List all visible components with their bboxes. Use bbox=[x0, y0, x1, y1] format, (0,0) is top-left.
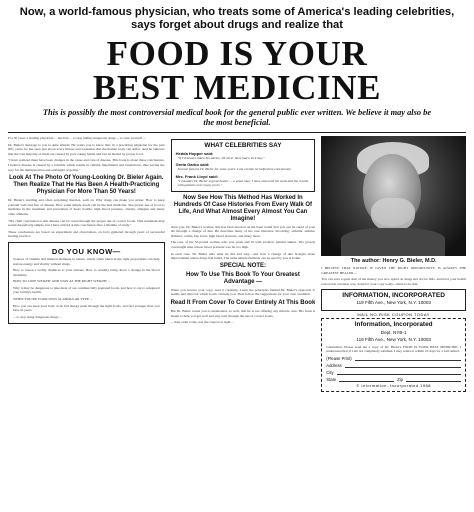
name-field[interactable]: (Please Print) bbox=[326, 356, 461, 361]
subheadline: This is possibly the most controversial medical book for the general public ever written. We believe it may also be the most beneficial. bbox=[42, 108, 432, 127]
body-filler: Sources of vitamin and mineral elements in nature, which when taken in the right proportions can help restore energy and vitality without drugs. bbox=[13, 256, 160, 266]
intro-text: For 50 years a leading physician ... has had ... to stop taking dangerous drugs ... to cure yourself ... bbox=[8, 136, 146, 140]
coupon-address: 119 Fifth Ave., New York, N.Y. 10003 bbox=[356, 337, 431, 343]
body-filler: Dr. Bieler's message to you is quite simple: He wants you to know that, in a practicing physician for the past fifty years, he has seen just about every illness and weakness that the human body can suffer. And he believes that the vast majority of them are caused by poor eating habits and can be healed by proper food. bbox=[8, 142, 165, 156]
company-name: INFORMATION, INCORPORATED bbox=[342, 292, 445, 300]
celebrity-name: Hedda Hopper said: bbox=[175, 151, 214, 156]
body-filler: How to fasten a bodily chemical to your arteries. How to actually bring about a change in the blood chemistry. bbox=[13, 268, 160, 277]
headline-line-1: FOOD IS YOUR bbox=[106, 34, 368, 73]
look-heading: Look At The Photo Of Young-Looking Dr. Bieler Again. Then Realize That He Has Been A Health-Practicing Physician For More Than 50 Years! bbox=[9, 175, 164, 196]
do-you-know-heading: DO YOU KNOW— bbox=[51, 246, 121, 256]
copyright-note: © Information, Incorporated 1968 bbox=[356, 382, 432, 388]
end-text: ... then order today, use the coupon at right ... bbox=[170, 320, 234, 325]
body-filler: Dr. Bieler's startling and often surprising theories, such as: Why drugs can make you sicker. How to keep yourself well and free of disease. How some simple foods can be the best medicine. The proper use of food as medicine in the treatment and prevention of heart trouble, high blood pressure, obesity, allergies and many other ailments. bbox=[8, 198, 165, 216]
coupon-dept: Dept. NYB-1 bbox=[380, 329, 407, 335]
info-box bbox=[321, 289, 466, 310]
body-filler: In each case, Dr. Bieler tells what he did and why—and how a change of diet brought about improvement where drugs had failed. The same simple methods can be used by you at home. bbox=[170, 251, 316, 261]
coupon-heading: Information, Incorporated bbox=[354, 320, 433, 328]
kicker-text: Now, a world-famous physician, who treats some of America's leading celebrities, says forget about drugs and realize that bbox=[19, 6, 455, 31]
body-filler: "I have realized there have been changes in the cause and cure of disease. This book is about these conclusions. I believe disease is caused by a toxemia which results in cellular impairment and breakdown, thus paving the way for the multiplication and onslaught of germs." bbox=[8, 158, 165, 172]
body-filler: These conclusions are based on experiment and observation, on facts gathered through years of successful healing practice. bbox=[8, 229, 165, 239]
read-heading: Read It From Cover To Cover Entirely At This Book bbox=[170, 299, 316, 306]
body-filler: The case of the 55-pound woman who was weak and ill with swollen, painful ankles. The grossly overweight man whose blood pressure was far too high. bbox=[170, 240, 316, 249]
do-you-know-box bbox=[8, 242, 165, 325]
coupon-text: Gentlemen: Please send me a copy of Dr. Bieler's FOOD IS YOUR BEST MEDICINE. I understand that if I am not completely satisfied, I may return it within 10 days for a full refund. bbox=[326, 344, 461, 354]
celebrity-quote: "I consider Dr. Bieler a great healer — a great man. I have observed his work and the results with patients over many years." bbox=[177, 178, 309, 188]
divider bbox=[8, 132, 466, 133]
celebrities-heading: WHAT CELEBRITIES SAY bbox=[204, 142, 282, 149]
state-zip-field[interactable]: State Zip bbox=[326, 377, 461, 382]
body-filler: You can save a great deal of the money you now spend on drugs and doctor bills, and have your health restored in a natural way. Send for your copy today—there is no risk. bbox=[321, 277, 466, 286]
body-filler: Why it may be dangerous to take most of our commercially prepared foods, and how to eat to safeguard your family's health. bbox=[13, 285, 160, 295]
order-coupon[interactable] bbox=[321, 318, 466, 392]
company-address: 119 Fifth Ave., New York, N.Y. 10003 bbox=[356, 299, 431, 305]
mail-coupon-banner: MAIL NO-RISK COUPON TODAY bbox=[357, 311, 430, 317]
celebrity-name: Mrs. Frank Lloyd said: bbox=[175, 173, 219, 179]
celebrity-name: Greta Garbo said: bbox=[175, 162, 210, 168]
now-see-heading: Now See How This Method Has Worked In Hundreds Of Case Histories From Every Walk Of Life, And What Almost Every Almost You Can Imagine! bbox=[173, 194, 313, 222]
photo-caption: The author: Henry G. Bieler, M.D. bbox=[350, 258, 437, 264]
body-filler: How you can keep your body at its full energy peak through the right foods, and feel younger than you have in years. bbox=[13, 303, 160, 313]
column-right bbox=[321, 136, 466, 504]
body-filler: But Dr. Bieler wants you to understand, as well, that he is not offering any miracle cure. His book is meant to help you get well and stay well through the use of correct foods. bbox=[170, 308, 316, 318]
special-note-sub: How To Use This Book To Your Greatest Advantage — bbox=[185, 271, 300, 285]
body-filler: Once you, Dr. Bieler's women, this has been devoted on his basic belief that you can be cured of your ills through a change of diet. He describes many of his case histories, involving: arthritis, asthma, diabetes, colitis, hay fever, high blood pressure, and many more. bbox=[170, 224, 316, 238]
celebrity-quote: "If I'd always taken his advice, I'd never have had a sick day." bbox=[177, 156, 265, 160]
author-quote: I BELIEVE THAT NATURE, IF GIVEN THE RIGHT OPPORTUNITY, IS ALWAYS THE GREATEST HEALER ... bbox=[321, 266, 466, 275]
column-left bbox=[8, 136, 165, 504]
headline-line-2: BEST MEDICINE bbox=[92, 68, 382, 107]
celebrity-quote: Several famous Dr. Bieler for some years. I am certain he helped me enormously. bbox=[177, 167, 292, 172]
column-middle bbox=[171, 136, 316, 504]
body-columns bbox=[8, 136, 466, 504]
address-field[interactable]: Address bbox=[326, 363, 461, 368]
city-field[interactable]: City bbox=[326, 370, 461, 375]
author-photo bbox=[321, 136, 466, 256]
item-when: WHEN YOU'RE YOUR OWN GLANDULAR TYPE ... bbox=[13, 297, 93, 302]
body-filler: When you receive your copy, read it carefully. Learn the principles behind Dr. Bieler's approach to health, and discover which foods can help you. Then follow the suggestions for your own condition. bbox=[170, 287, 316, 297]
item-howto: HOW TO LOSE WEIGHT AND STAY AT THE RIGHT WEIGHT ... bbox=[13, 279, 111, 284]
celebrities-box bbox=[171, 139, 316, 192]
item-end: ... to stop using dangerous drugs ... bbox=[13, 314, 62, 319]
body-filler: "My chief conclusion is that disease can be cured through the proper use of correct foods. This statement may sound deceptively simple, but I have arrived at this conclusion after a lifetime of study." bbox=[8, 218, 165, 228]
headline bbox=[8, 34, 466, 107]
special-note-heading: SPECIAL NOTE: bbox=[219, 262, 267, 269]
